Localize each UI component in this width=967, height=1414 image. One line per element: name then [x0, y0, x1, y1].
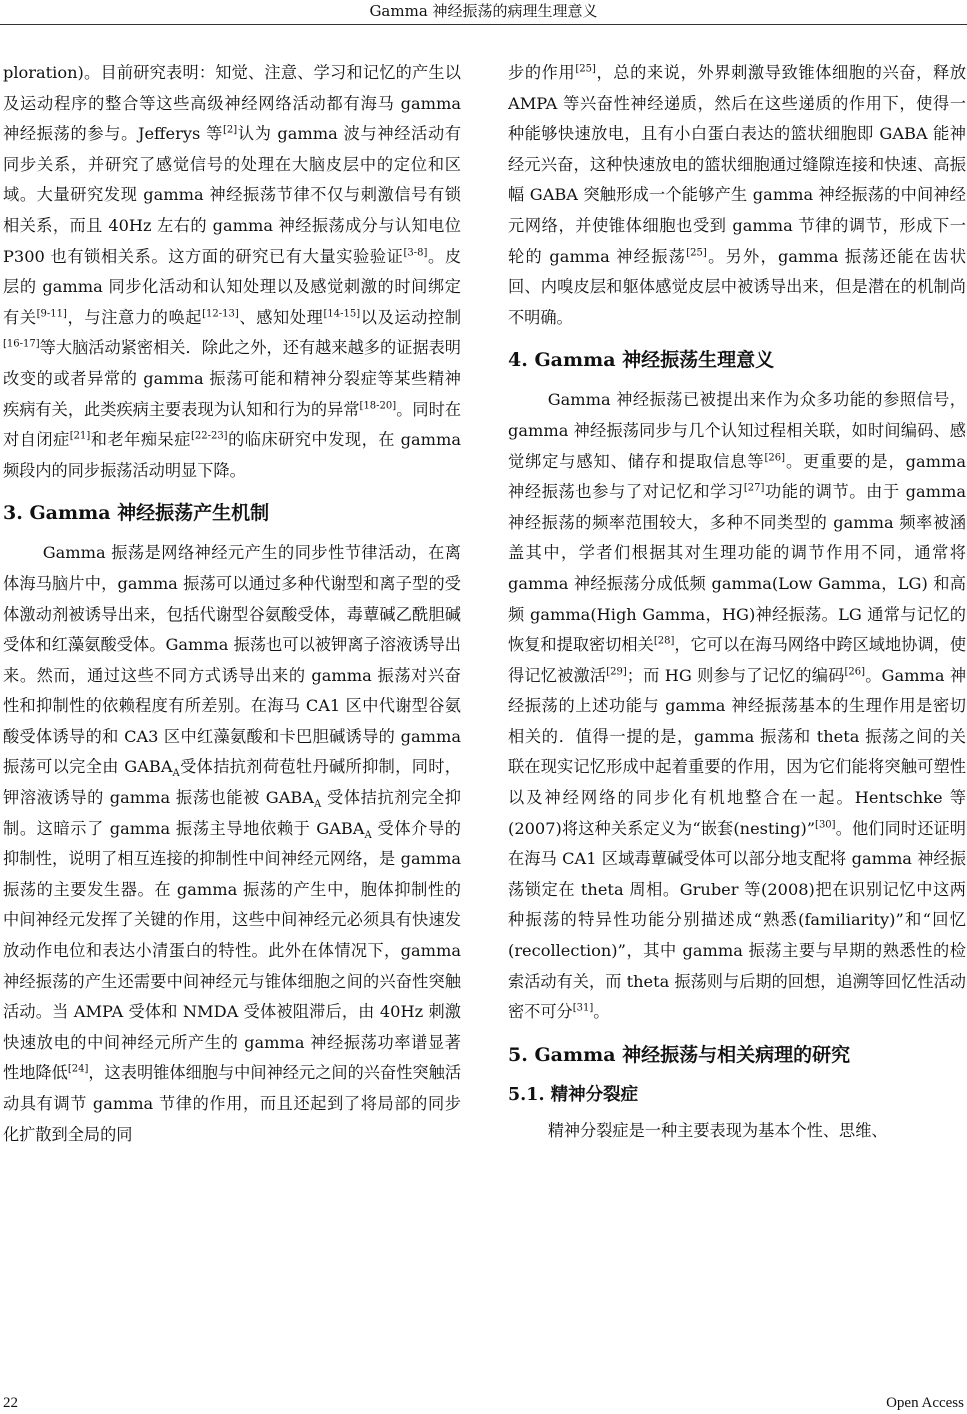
text-run: 。皮层的 gamma 同步化活动和认知处理以及感觉刺激的时间绑定有关: [3, 246, 462, 327]
section-heading-3: 3. Gamma 神经振荡产生机制: [3, 502, 270, 525]
citation[interactable]: [9-11]: [36, 308, 67, 320]
journal-label: Open Access: [886, 1395, 964, 1411]
text-run: 受体介导的抑制性，说明了相互连接的抑制性中间神经元网络，是 gamma 振荡的主要发生器。在 gamma 振荡的产生中，胞体抑制性的中间神经元发挥了关键的作用，这些中间神经元必须具有快速发放动作电位和表达小清蛋白的特性。此外在体情况下，gamma 神经振荡的产生还需要中间神经元与锥体细胞之间的兴奋性突触活动。当 AMPA 受体和 NMDA 受体被阻滞后，由 40Hz 刺激快速放电的中间神经元所产生的 gamma 神经振荡功率谱显著性地降低: [3, 818, 461, 1083]
left-column: [3, 58, 461, 1150]
text-run: 。更重要的是，gamma 神经振荡也参与了对记忆和学习: [508, 451, 966, 502]
text-run: 。另外，gamma 振荡还能在齿状回、内嗅皮层和躯体感觉皮层中被诱导出来，但是潜在的机制尚不明确。: [508, 246, 967, 327]
citation[interactable]: [28]: [653, 635, 675, 647]
citation[interactable]: [27]: [743, 482, 765, 494]
text-run: ，这表明锥体细胞与中间神经元之间的兴奋性突触活动具有调节 gamma 节律的作用，而且还起到了将局部的同步化扩散到全局的同: [3, 1063, 462, 1144]
text-run: Gamma 神经振荡已被提出来作为众多功能的参照信号，gamma 神经振荡同步与几个认知过程相关联，如时间编码、感觉绑定与感知、储存和提取信息等: [508, 390, 966, 471]
text-run: 。同时在对自闭症: [3, 399, 462, 450]
text-run: 功能的调节。由于 gamma 神经振荡的频率范围较大，多种不同类型的 gamma 频率被涵盖其中，学者们根据其对生理功能的调节作用不同，通常将 gamma 神经振荡分成低频 gamma(Low Gamma，LG) 和高频 gamma(High Gamma，HG)神经振荡。LG 通常与记忆的恢复和提取密切相关: [508, 482, 966, 655]
paragraph-gamma-mechanism: [3, 538, 461, 1150]
citation[interactable]: [21]: [69, 430, 91, 442]
text-run: Gamma 振荡是网络神经元产生的同步性节律活动，在离体海马脑片中，gamma 振荡可以通过多种代谢型和离子型的受体激动剂被诱导出来，包括代谢型谷氨酸受体，毒蕈碱乙酰胆碱受体和红藻氨酸受体。Gamma 振荡也可以被钾离子溶液诱导出来。然而，通过这些不同方式诱导出来的 gamma 振荡对兴奋性和抑制性的依赖程度有所差别。在海马 CA1 区中代谢型谷氨酸受体诱导的和 CA3 区中红藻氨酸和卡巴胆碱诱导的 gamma 振荡可以完全由 GABA: [3, 543, 461, 777]
running-header: Gamma 神经振荡的病理生理意义: [369, 2, 598, 20]
text-run: 受体拮抗剂荷苞牡丹碱所抑制，同时，钾溶液诱导的 gamma 振荡也能被 GABA: [3, 757, 461, 808]
citation[interactable]: [26]: [764, 452, 786, 464]
text-run: 。: [593, 1002, 610, 1022]
citation[interactable]: [16-17]: [3, 338, 40, 350]
paragraph-physiological-significance: [508, 385, 966, 1027]
citation[interactable]: [12-13]: [202, 308, 239, 320]
text-run: 。Gamma 神经振荡的上述功能与 gamma 神经振荡基本的生理作用是密切相关的．值得一提的是，gamma 振荡和 theta 振荡之间的关联在现实记忆形成中起着重要的作用，因为它们能将突触可塑性以及神经网络的同步化有机地整合在一起。Hentschke 等(2007)将这种关系定义为“嵌套(nesting)”: [508, 665, 967, 838]
text-run: ，它可以在海马网络中跨区域地协调，使得记忆被激活: [508, 635, 967, 685]
text-run: 认为 gamma 波与神经活动有同步关系，并研究了感觉信号的处理在大脑皮层中的定位和区域。大量研究发现 gamma 神经振荡节律不仅与刺激信号有锁相关系，而且 40Hz 左右的 gamma 神经振荡成分与认知电位 P300 也有锁相关系。这方面的研究已有大量实验验证: [3, 124, 462, 266]
text-run: 。他们同时还证明在海马 CA1 区域毒蕈碱受体可以部分地支配将 gamma 神经振荡锁定在 theta 周相。Gruber 等(2008)把在识别记忆中这两种振荡的特异性功能分别描述成“熟悉(familiarity)”和“回忆(recollection)”，其中 gamma 振荡主要与早期的熟悉性的检索活动有关，而 theta 振荡则与后期的回想，追溯等回忆性活动密不可分: [508, 818, 966, 1022]
citation[interactable]: [24]: [67, 1064, 89, 1076]
subscript: A: [172, 768, 180, 780]
header-rule: [0, 24, 967, 25]
citation[interactable]: [26]: [844, 666, 866, 678]
text-run: 、感知处理: [238, 307, 324, 327]
text-run: 和老年痴呆症: [90, 430, 191, 450]
subscript: A: [314, 799, 322, 811]
right-column: [508, 58, 966, 1146]
citation[interactable]: [25]: [686, 247, 707, 259]
text-run: ploration)。目前研究表明：知觉、注意、学习和记忆的产生以及运动程序的整合等这些高级神经网络活动都有海马 gamma 神经振荡的参与。Jefferys 等: [3, 63, 461, 144]
citation[interactable]: [22-23]: [190, 430, 228, 442]
citation[interactable]: [31]: [572, 1002, 594, 1014]
paragraph-schizophrenia: 精神分裂症是一种主要表现为基本个性、思维、: [547, 1120, 888, 1140]
section-heading-5: 5. Gamma 神经振荡与相关病理的研究: [508, 1043, 851, 1066]
text-run: 步的作用: [508, 63, 576, 82]
text-run: ，总的来说，外界刺激导致锥体细胞的兴奋，释放 AMPA 等兴奋性神经递质，然后在这些递质的作用下，使得一种能够快速放电，且有小白蛋白表达的篮状细胞即 GABA 能神经元兴奋，这种快速放电的篮状细胞通过缝隙连接和快速、高振幅 GABA 突触形成一个能够产生 gamma 神经振荡的中间神经元网络，并使锥体细胞也受到 gamma 节律的调节，形成下一轮的 gamma 神经振荡: [508, 63, 967, 266]
citation[interactable]: [25]: [575, 63, 596, 75]
citation[interactable]: [3-8]: [403, 247, 428, 259]
subsection-heading-5-1: 5.1. 精神分裂症: [508, 1084, 639, 1105]
citation[interactable]: [2]: [223, 124, 238, 136]
text-run: 以及运动控制: [360, 307, 462, 327]
citation[interactable]: [30]: [815, 819, 836, 831]
citation[interactable]: [14-15]: [323, 308, 361, 320]
text-run: ；而 HG 则参与了记忆的编码: [626, 665, 845, 685]
text-run: 的临床研究中发现，在 gamma 频段内的同步振荡活动明显下降。: [3, 430, 462, 480]
citation[interactable]: [18-20]: [359, 400, 397, 412]
text-run: 受体拮抗剂完全抑制。这暗示了 gamma 振荡主导地依赖于 GABA: [3, 788, 461, 838]
subscript: A: [364, 829, 372, 841]
text-run: 等大脑活动紧密相关．除此之外，还有越来越多的证据表明改变的或者异常的 gamma 振荡可能和精神分裂症等某些精神疾病有关，此类疾病主要表现为认知和行为的异常: [3, 338, 461, 419]
section-heading-4: 4. Gamma 神经振荡生理意义: [508, 349, 775, 372]
citation[interactable]: [29]: [606, 666, 627, 678]
page-number: 22: [3, 1395, 18, 1411]
paragraph-intro-continued: [3, 58, 461, 486]
paragraph-mechanism-continued: [508, 58, 966, 333]
text-run: ，与注意力的唤起: [66, 307, 203, 327]
